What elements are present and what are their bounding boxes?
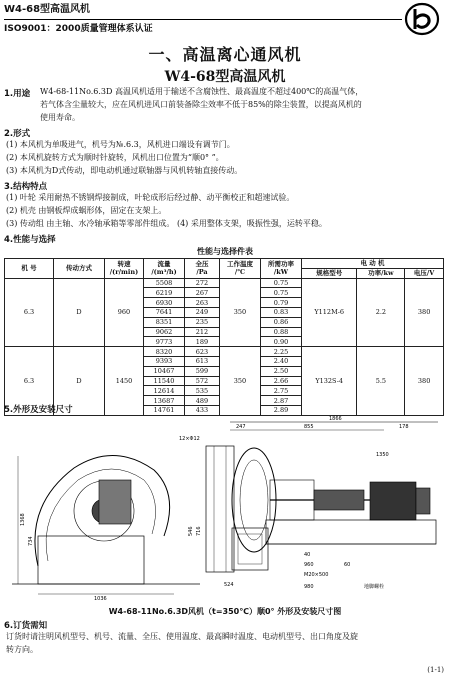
table-cell: 6.3 — [5, 278, 54, 347]
dim-12x12: 12×Φ12 — [179, 436, 200, 442]
dim-524: 524 — [224, 582, 234, 588]
table-cell: 0.88 — [261, 327, 302, 337]
col-motor-model: 规格型号 — [302, 268, 357, 278]
performance-label: 4.性能与选择 — [4, 235, 56, 245]
table-cell: 11540 — [144, 376, 185, 386]
dim-734: 734 — [28, 536, 34, 546]
company-logo-icon — [404, 2, 440, 36]
table-cell: 433 — [185, 405, 220, 415]
table-cell: 2.2 — [357, 278, 405, 347]
table-cell: 489 — [185, 396, 220, 406]
table-cell: 0.83 — [261, 307, 302, 317]
dim-m20: M20×500 — [304, 572, 329, 578]
col-pressure: 全压 /Pa — [185, 259, 220, 279]
table-cell: 2.25 — [261, 347, 302, 357]
col-power-required: 所需功率 /kW — [261, 259, 302, 279]
structure-line-3: (3) 传动组 由主轴、水冷轴承箱等零部件组成。 (4) 采用整体支架，吸振性强，运转平稳。 — [6, 219, 327, 228]
col-flow: 流量 /(m³/h) — [144, 259, 185, 279]
table-cell: 2.66 — [261, 376, 302, 386]
form-label: 2.形式 — [4, 129, 31, 139]
usage-line-2: 若气体含尘量较大，应在风机进风口前装备除尘效率不低于85%的除尘装置，以提高风机的 — [40, 100, 362, 109]
table-cell: 9062 — [144, 327, 185, 337]
table-cell: 189 — [185, 337, 220, 347]
table-cell: 9773 — [144, 337, 185, 347]
table-cell: 2.89 — [261, 405, 302, 415]
table-cell: 535 — [185, 386, 220, 396]
table-cell: 960 — [105, 278, 144, 347]
table-cell: 0.90 — [261, 337, 302, 347]
table-cell: Y112M-6 — [302, 278, 357, 347]
page-header — [4, 4, 404, 34]
table-cell: 5.5 — [357, 347, 405, 416]
header-subtitle: ISO9001：2000质量管理体系认证 — [4, 24, 153, 34]
table-cell: 272 — [185, 278, 220, 288]
table-cell: 2.40 — [261, 356, 302, 366]
usage-line-3: 使用寿命。 — [40, 113, 80, 122]
structure-line-1: (1) 叶轮 采用耐热不锈钢焊接制成，叶轮成形后经过静、动平衡校正和超速试验。 — [6, 193, 295, 202]
table-cell: 380 — [405, 347, 444, 416]
table-cell: 0.75 — [261, 278, 302, 288]
header-rule — [4, 19, 402, 20]
table-row — [5, 347, 444, 357]
table-cell: 5508 — [144, 278, 185, 288]
table-cell: 14761 — [144, 405, 185, 415]
table-cell: 10467 — [144, 366, 185, 376]
table-cell: 263 — [185, 298, 220, 308]
table-cell: 7641 — [144, 307, 185, 317]
anchor-bolt-label: 地脚螺栓 — [364, 584, 385, 590]
table-cell: 6.3 — [5, 347, 54, 416]
table-cell: 6219 — [144, 288, 185, 298]
dim-855: 855 — [304, 424, 314, 430]
table-cell: 2.50 — [261, 366, 302, 376]
table-cell: 2.87 — [261, 396, 302, 406]
dim-716: 716 — [196, 526, 202, 536]
col-voltage: 电压/V — [405, 268, 444, 278]
table-cell: 1450 — [105, 347, 144, 416]
dimension-drawing — [4, 416, 446, 602]
dim-546: 546 — [188, 526, 194, 536]
dim-1350: 1350 — [376, 452, 389, 458]
table-cell: 599 — [185, 366, 220, 376]
table-cell: 2.75 — [261, 386, 302, 396]
col-drive: 传动方式 — [54, 259, 105, 279]
dim-960: 960 — [304, 562, 314, 568]
performance-table — [4, 258, 444, 416]
table-cell: D — [54, 278, 105, 347]
structure-line-2: (2) 机壳 由钢板焊成蜗形体，固定在支架上。 — [6, 206, 167, 215]
drawing-caption: W4-68-11No.6.3D风机（t=350℃）顺0° 外形及安装尺寸图 — [108, 607, 342, 616]
table-cell: 249 — [185, 307, 220, 317]
form-line-1: (1) 本风机为单吸进气，机号为№.6.3，风机进口端设有调节门。 — [6, 140, 235, 149]
usage-line-1: W4-68-11No.6.3D 高温风机适用于输送不含腐蚀性、最高温度不超过400℃的高温气体， — [40, 87, 364, 96]
col-motor-power: 功率/kw — [357, 268, 405, 278]
table-cell: 8351 — [144, 317, 185, 327]
dim-178: 178 — [399, 424, 409, 430]
form-line-3: (3) 本风机为D式传动，即电动机通过联轴器与风机转轴直接传动。 — [6, 166, 243, 175]
table-cell: 212 — [185, 327, 220, 337]
col-temp: 工作温度 /℃ — [220, 259, 261, 279]
order-line-2: 转方向。 — [6, 645, 38, 654]
structure-label: 3.结构特点 — [4, 182, 48, 192]
table-title: 性能与选择件表 — [197, 247, 253, 256]
main-title: 一、高温离心通风机 — [148, 45, 302, 64]
form-line-2: (2) 本风机旋转方式为顺时针旋转，风机出口位置为“顺0° ”。 — [6, 153, 224, 162]
table-cell: 0.75 — [261, 288, 302, 298]
table-cell: 350 — [220, 347, 261, 416]
table-cell: D — [54, 347, 105, 416]
dim-1368: 1368 — [20, 513, 26, 526]
table-cell: Y132S-4 — [302, 347, 357, 416]
table-cell: 13687 — [144, 396, 185, 406]
table-cell: 572 — [185, 376, 220, 386]
table-cell: 12614 — [144, 386, 185, 396]
table-cell: 9393 — [144, 356, 185, 366]
col-motor: 电 动 机 — [302, 259, 444, 269]
table-cell: 0.86 — [261, 317, 302, 327]
table-cell: 267 — [185, 288, 220, 298]
dim-60: 60 — [344, 562, 351, 568]
table-cell: 0.79 — [261, 298, 302, 308]
table-cell: 350 — [220, 278, 261, 347]
usage-label: 1.用途 — [4, 89, 31, 99]
order-line-1: 订货时请注明风机型号、机号、流量、全压、使用温度、最高瞬时温度、电动机型号、出口角度及旋 — [6, 632, 358, 641]
page-number: (1-1) — [427, 666, 444, 674]
table-cell: 6930 — [144, 298, 185, 308]
order-label: 6.订货需知 — [4, 621, 48, 631]
table-row — [5, 278, 444, 288]
col-machine: 机 号 — [5, 259, 54, 279]
table-cell: 613 — [185, 356, 220, 366]
dim-1866: 1866 — [329, 416, 342, 422]
table-cell: 623 — [185, 347, 220, 357]
model-title: W4-68型高温风机 — [164, 69, 286, 85]
col-speed: 转速 /(r/min) — [105, 259, 144, 279]
dim-1036: 1036 — [94, 596, 107, 602]
dim-247: 247 — [236, 424, 246, 430]
dimensions-label: 5.外形及安装尺寸 — [4, 405, 73, 415]
table-cell: 380 — [405, 278, 444, 347]
header-title: W4-68型高温风机 — [4, 4, 91, 15]
table-cell: 8320 — [144, 347, 185, 357]
dim-40: 40 — [304, 552, 311, 558]
table-cell: 235 — [185, 317, 220, 327]
dim-980: 980 — [304, 584, 314, 590]
